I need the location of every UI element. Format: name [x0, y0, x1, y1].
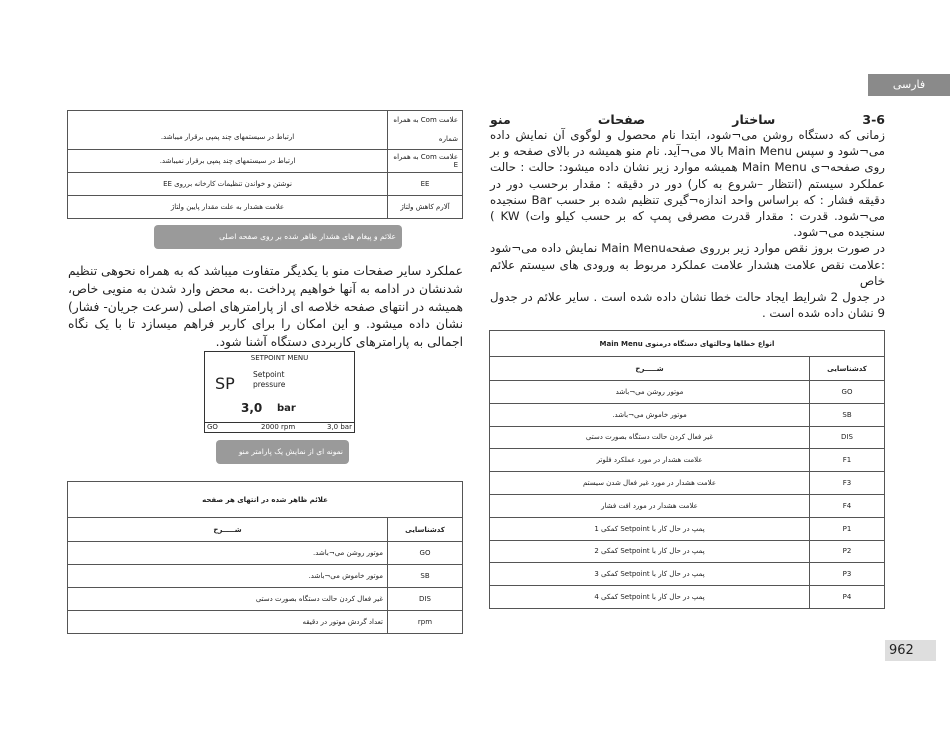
paragraph: در جدول 2 شرایط ایجاد حالت خطا نشان داده شده است . سایر علائم در جدول 9 نشان داده شده است .	[490, 290, 885, 321]
header-desc: شـــــرح	[490, 357, 810, 381]
desc-cell: موتور خاموش می¬باشد.	[490, 403, 810, 426]
heading-word: ساختار	[732, 112, 776, 127]
table-row	[68, 111, 463, 150]
lcd-caption: نمونه ای از نمایش یک پارامتر منو	[216, 440, 349, 464]
page-symbols-table	[67, 481, 463, 634]
code-cell: DIS	[388, 588, 463, 611]
alarm-code-cell: EE	[388, 173, 463, 196]
table-row	[68, 542, 463, 565]
table-row	[490, 494, 885, 517]
alarm-code-cell: آلارم کاهش ولتاژ	[388, 196, 463, 219]
desc-cell: غیر فعال کردن حالت دستگاه بصورت دستی	[490, 426, 810, 449]
table-caption: علائم و پیغام های هشدار ظاهر شده بر روی صفحه اصلی	[154, 225, 402, 249]
alarm-code-cell: علامت Com به همراه شماره	[388, 111, 463, 150]
section-number: 3-6	[862, 112, 885, 127]
lcd-unit: bar	[277, 403, 296, 414]
table-title-row	[68, 482, 463, 518]
table-row	[68, 173, 463, 196]
table-row	[490, 563, 885, 586]
desc-cell: تعداد گردش موتور در دقیقه	[68, 611, 388, 634]
code-cell: F1	[810, 449, 885, 472]
code-cell: P4	[810, 586, 885, 609]
lcd-title: SETPOINT MENU	[250, 354, 309, 362]
alarm-table	[67, 110, 463, 219]
desc-cell: علامت هشدار در مورد عملکرد فلوتر	[490, 449, 810, 472]
lcd-label-line1: Setpoint	[253, 370, 285, 379]
desc-cell: علامت هشدار در مورد افت فشار	[490, 494, 810, 517]
desc-cell: علامت هشدار در مورد غیر فعال شدن سیستم	[490, 472, 810, 495]
table-row	[68, 150, 463, 173]
paragraph: در صورت بروز نقص موارد زیر برروی صفحهMain Menu نمایش داده می¬شود :علامت نقص علامت هشدار علامت عملکرد مربوط به ورودی های سیستم علائم خاص	[490, 241, 885, 288]
alarm-desc-cell: ارتباط در سیستمهای چند پمپی برقرار نمیباشد.	[68, 150, 388, 173]
table-row	[490, 586, 885, 609]
table-title: انواع خطاها وحالتهای دستگاه درمنوی Main Menu	[490, 331, 885, 357]
lcd-sp-label: SP	[215, 374, 235, 393]
lcd-value: 3,0	[241, 401, 263, 415]
heading-word: منو	[490, 112, 511, 127]
code-cell: rpm	[388, 611, 463, 634]
table-row	[68, 611, 463, 634]
code-cell: F4	[810, 494, 885, 517]
table-row	[490, 403, 885, 426]
alarm-desc-cell: علامت هشدار به علت مقدار پایین ولتاژ	[68, 196, 388, 219]
table-row	[490, 449, 885, 472]
code-cell: GO	[810, 381, 885, 404]
table-row	[490, 540, 885, 563]
table-row	[490, 517, 885, 540]
header-desc: شـــــرح	[68, 518, 388, 542]
table-title: علائم ظاهر شده در انتهای هر صفحه	[68, 482, 463, 518]
table-header-row	[490, 357, 885, 381]
desc-cell: پمپ در حال کار با Setpoint کمکی 3	[490, 563, 810, 586]
lcd-footer-status: GO	[207, 423, 218, 431]
table-title-row	[490, 331, 885, 357]
code-cell: P1	[810, 517, 885, 540]
code-cell: F3	[810, 472, 885, 495]
table-row	[68, 196, 463, 219]
language-tab: فارسی	[868, 74, 950, 96]
lcd-footer-rpm: 2000 rpm	[261, 423, 296, 431]
heading-word: صفحات	[597, 112, 646, 127]
code-cell: P2	[810, 540, 885, 563]
error-states-table	[489, 330, 885, 609]
section-heading	[490, 112, 885, 127]
alarm-desc-cell: نوشتن و خواندن تنظیمات کارخانه برروی EE	[68, 173, 388, 196]
desc-cell: موتور خاموش می¬باشد.	[68, 565, 388, 588]
table-row	[490, 426, 885, 449]
alarm-code-cell: علامت Com به همراه E	[388, 150, 463, 173]
code-cell: DIS	[810, 426, 885, 449]
alarm-desc-cell: ارتباط در سیستمهای چند پمپی برقرار میباشد.	[68, 111, 388, 150]
code-cell: P3	[810, 563, 885, 586]
header-code: کدشناسایی	[810, 357, 885, 381]
table-row	[490, 472, 885, 495]
header-code: کدشناسایی	[388, 518, 463, 542]
right-text	[490, 127, 885, 321]
desc-cell: پمپ در حال کار با Setpoint کمکی 2	[490, 540, 810, 563]
paragraph: زمانی که دستگاه روشن می¬شود، ابتدا نام محصول و لوگوی آن نمایش داده می¬شود و سپس Main Menu بالا می¬آید. نام منو همیشه در بالای صفحه و بر روی صفحه¬ی Main Menu همیشه موارد زیر نشان داده میشود: حالت : حالت عملکرد سیستم (انتظار –شروع به کار) دور در دقیقه : مقدار برحسب دور در دقیقه فشار : که براساس واحد اندازه¬گیری تنظیم شده بر حسب Bar سنجیده می¬شود. قدرت : مقدار قدرت مصرفی پمپ که بر حسب کیلو وات) KW ) سنجیده می¬شود.	[490, 128, 886, 240]
code-cell: SB	[388, 565, 463, 588]
desc-cell: موتور روشن می¬باشد.	[68, 542, 388, 565]
desc-cell: موتور روشن می¬باشد	[490, 381, 810, 404]
desc-cell: پمپ در حال کار با Setpoint کمکی 1	[490, 517, 810, 540]
table-row	[68, 588, 463, 611]
desc-cell: غیر فعال کردن حالت دستگاه بصورت دستی	[68, 588, 388, 611]
table-row	[68, 565, 463, 588]
lcd-display	[204, 351, 355, 433]
left-paragraph: عملکرد سایر صفحات منو با یکدیگر متفاوت میباشد که به همراه نحوهی تنظیم شدنشان در ادامه به آنها خواهیم پرداخت .به محض وارد شدن به منویی خاص، همیشه در انتهای صفحه خلاصه ای از پارامترهای اصلی (سرعت جریان- فشار) نشان داده میشود. و این امکان را برای کاربر فراهم میسازد تا با یک نگاه اجمالی به پارامترهای کاربردی دستگاه آشنا شود.	[68, 264, 463, 350]
lcd-label-line2: pressure	[253, 380, 286, 389]
code-cell: SB	[810, 403, 885, 426]
table-row	[490, 381, 885, 404]
desc-cell: پمپ در حال کار با Setpoint کمکی 4	[490, 586, 810, 609]
lcd-footer-pressure: 3,0 bar	[327, 423, 352, 431]
page-number: 962	[885, 640, 936, 661]
table-header-row	[68, 518, 463, 542]
code-cell: GO	[388, 542, 463, 565]
